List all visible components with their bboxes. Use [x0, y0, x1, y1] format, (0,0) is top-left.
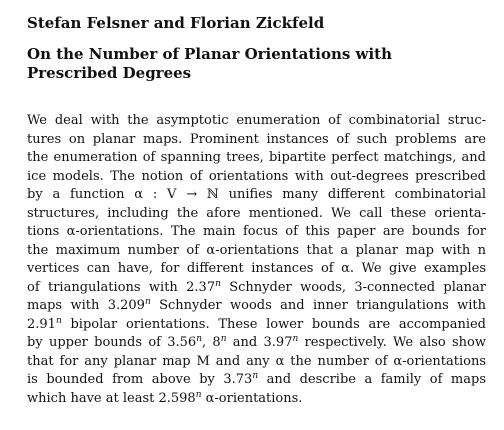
abstract-line: tions α-orientations. The main focus of this paper are bounds for: [27, 224, 486, 239]
abstract: [27, 112, 486, 408]
abstract-line: is bounded from above by 3.73$^n$ and describe a family of maps: [27, 371, 487, 387]
abstract-line: the maximum number of α-orientations that a planar map with n: [27, 242, 486, 258]
abstract-line: 2.91$^n$ bipolar orientations. These lower bounds are accompanied: [27, 315, 486, 332]
abstract-line: which have at least 2.598$^n$ α-orientations.: [27, 389, 303, 406]
abstract-line: ice models. The notion of orientations with out-degrees prescribed: [27, 168, 486, 184]
abstract-line: vertices can have, for different instances of α. We give examples: [27, 261, 486, 276]
abstract-line: maps with 3.209$^n$ Schnyder woods and inner triangulations with: [27, 297, 486, 313]
abstract-line: by upper bounds of 3.56$^n$, 8$^n$ and 3.97$^n$ respectively. We also show: [27, 334, 487, 350]
abstract-line: that for any planar map M and any α the number of α-orientations: [27, 353, 486, 369]
abstract-line: the enumeration of spanning trees, bipartite perfect matchings, and: [27, 150, 486, 165]
abstract-line: by a function α : V → ℕ unifies many different combinatorial: [27, 187, 486, 202]
paper-title: On the Number of Planar Orientations with Prescribed Degrees: [27, 45, 392, 82]
abstract-line: of triangulations with 2.37$^n$ Schnyder woods, 3-connected planar: [27, 278, 486, 295]
authors: Stefan Felsner and Florian Zickfeld: [27, 14, 325, 32]
abstract-line: We deal with the asymptotic enumeration of combinatorial struc-: [27, 113, 486, 128]
abstract-line: tures on planar maps. Prominent instances of such problems are: [27, 131, 486, 147]
paper-page: [27, 14, 487, 406]
abstract-line: structures, including the afore mentioned. We call these orienta-: [27, 205, 486, 221]
